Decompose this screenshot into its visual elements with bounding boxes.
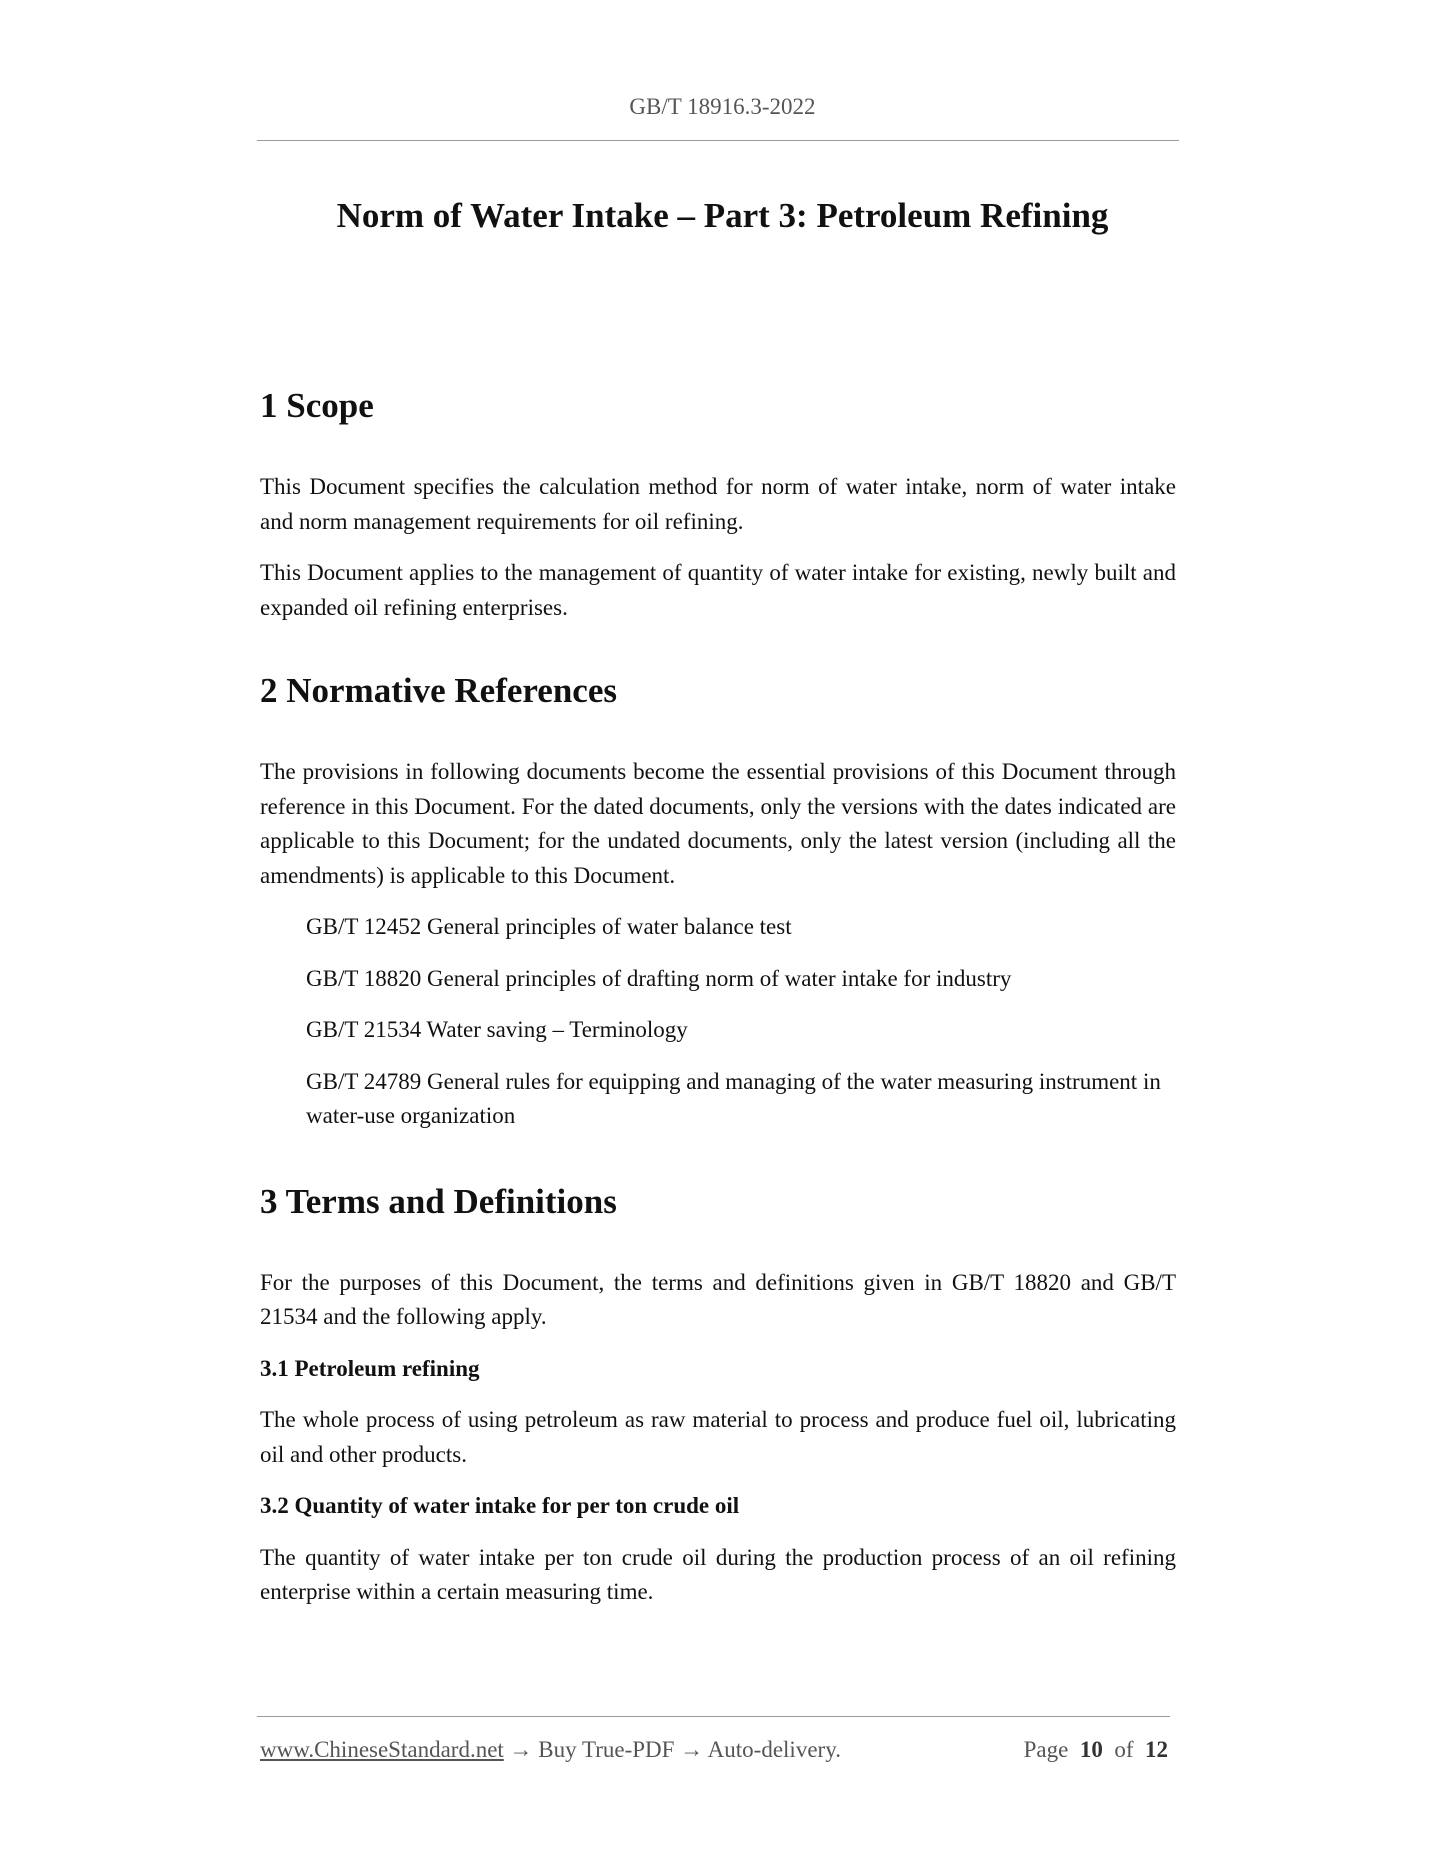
reference-item-2: GB/T 18820 General principles of drafting norm of water intake for industry bbox=[306, 965, 1012, 991]
section-heading-scope: 1 Scope bbox=[260, 386, 374, 425]
terms-intro: For the purposes of this Document, the terms and definitions given in GB/T 18820 and GB/T 21534 and the following apply. bbox=[260, 1269, 1176, 1329]
section-heading-references: 2 Normative References bbox=[260, 671, 617, 710]
arrow-right-icon: → bbox=[509, 1737, 533, 1762]
page-number bbox=[1024, 1733, 1168, 1767]
header-standard-code: GB/T 18916.3-2022 bbox=[629, 94, 816, 119]
page-current: 10 bbox=[1079, 1737, 1103, 1762]
page-word: Page bbox=[1023, 1737, 1069, 1762]
arrow-right-icon: → bbox=[680, 1737, 704, 1762]
of-word: of bbox=[1114, 1737, 1134, 1762]
document-title: Norm of Water Intake – Part 3: Petroleum Refining bbox=[336, 196, 1109, 235]
page-total: 12 bbox=[1145, 1737, 1168, 1762]
term-heading-3-1: 3.1 Petroleum refining bbox=[260, 1355, 480, 1381]
document-body bbox=[260, 382, 1176, 1610]
term-definition-3-1: The whole process of using petroleum as raw material to process and produce fuel oil, lubricating oil and other products. bbox=[260, 1407, 1176, 1467]
footer-promo bbox=[260, 1733, 841, 1767]
footer-buy-text: Buy True-PDF bbox=[538, 1737, 675, 1762]
footer-divider bbox=[257, 1716, 1170, 1717]
section-heading-terms: 3 Terms and Definitions bbox=[260, 1181, 617, 1221]
reference-item-1: GB/T 12452 General principles of water balance test bbox=[306, 914, 792, 939]
footer-delivery-text: Auto-delivery. bbox=[707, 1737, 841, 1762]
scope-paragraph-2: This Document applies to the management of quantity of water intake for existing, newly built and expanded oil refining enterprises. bbox=[260, 560, 1176, 620]
term-definition-3-2: The quantity of water intake per ton crude oil during the production process of an oil refining enterprise within a certain measuring time. bbox=[260, 1544, 1176, 1604]
header-divider bbox=[257, 140, 1179, 141]
scope-paragraph-1: This Document specifies the calculation method for norm of water intake, norm of water intake and norm management requirements for oil refining. bbox=[260, 474, 1176, 534]
references-intro: The provisions in following documents become the essential provisions of this Document through reference in this Document. For the dated documents, only the versions with the dates indicated are applicable to this Document; for the undated documents, only the latest version (including all the amendments) is applicable to this Document. bbox=[260, 759, 1176, 888]
reference-item-4: GB/T 24789 General rules for equipping and managing of the water measuring instrument in water-use organization bbox=[306, 1068, 1161, 1128]
website-link[interactable]: www.ChineseStandard.net bbox=[260, 1737, 504, 1762]
term-heading-3-2: 3.2 Quantity of water intake for per ton crude oil bbox=[260, 1493, 740, 1518]
reference-item-3: GB/T 21534 Water saving – Terminology bbox=[306, 1017, 688, 1042]
